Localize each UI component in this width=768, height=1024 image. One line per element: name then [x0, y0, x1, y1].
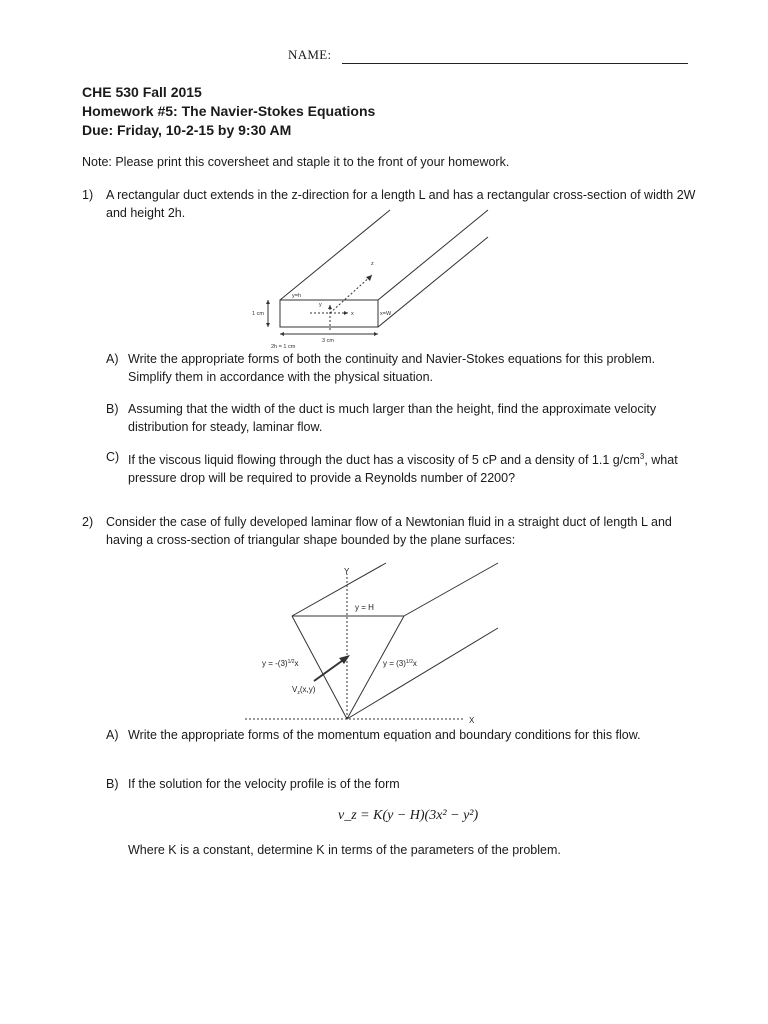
y-eq-h-label: y=h [292, 293, 302, 299]
width-label: 3 cm [322, 338, 334, 344]
duct-figure [250, 205, 500, 355]
z-axis [330, 275, 372, 313]
left-wall-label: $y = -(3)^{1/2}x$ [262, 659, 299, 668]
name-line [342, 63, 688, 64]
height-label: 1 cm [252, 311, 264, 317]
x-label: x [351, 311, 354, 317]
y-arrowhead [328, 305, 332, 309]
velocity-label: $V_z(x,y)$ [292, 685, 316, 696]
q1-part-c-sup: 3 [639, 452, 645, 461]
q2-part-a-text: Write the appropriate forms of the momentum equation and boundary conditions for this flow. [128, 728, 641, 742]
q2-part-b-label: B) [106, 777, 119, 791]
right-wall-label: $y = (3)^{1/2}x$ [383, 659, 417, 668]
height-arrow-top [266, 300, 270, 304]
q1-part-b-text: Assuming that the width of the duct is much larger than the height, find the approximate velocity distribution for steady, laminar flow. [128, 402, 657, 434]
duct-cross-section [280, 300, 378, 327]
z-label: z [371, 261, 374, 267]
q1-text: A rectangular duct extends in the z-direction for a length L and has a rectangular cross-section of width 2W and height 2h. [106, 188, 696, 220]
due-date: Due: Friday, 10-2-15 by 9:30 AM [82, 122, 292, 138]
triangle-duct-figure [240, 560, 505, 730]
name-label: NAME: [288, 47, 332, 62]
q2-closing-text: Where K is a constant, determine K in terms of the parameters of the problem. [128, 843, 561, 857]
q1-part-c-text-before: If the viscous liquid flowing through the duct has a viscosity of 5 cP and a density of 1.1 g/cm [128, 453, 640, 468]
q1-number: 1) [82, 188, 94, 202]
width-arrow-right [374, 332, 378, 336]
width-arrow-left [280, 332, 284, 336]
q2-part-a-label: A) [106, 728, 119, 742]
q1-part-b-label: B) [106, 402, 119, 416]
duct-edge-top-left [280, 210, 390, 300]
edge-bottom [347, 628, 498, 719]
q1-part-a-label: A) [106, 352, 119, 366]
q1-part-c-label: C) [106, 450, 120, 464]
duct-edge-top-right [378, 210, 488, 300]
q1-part-c-text [128, 448, 696, 487]
q2-text: Consider the case of fully developed laminar flow of a Newtonian fluid in a straight duct of length L and having a cross-section of triangular shape bounded by the plane surfaces: [106, 515, 672, 547]
edge-right [404, 563, 498, 616]
x-eq-w-label: x=W [380, 311, 392, 317]
y-axis-label: Y [344, 567, 350, 576]
velocity-arrow [314, 658, 346, 681]
q1-part-c-text-after: , what pressure drop will be required to provide a Reynolds number of 2200? [128, 453, 678, 486]
two-h-label: 2h = 1 cm [271, 344, 296, 350]
x-arrowhead [344, 311, 348, 315]
left-wall [292, 616, 347, 719]
q2-part-b-text: If the solution for the velocity profile is of the form [128, 777, 400, 791]
y-label: y [319, 302, 322, 308]
q1-part-a-text: Write the appropriate forms of both the continuity and Navier-Stokes equations for this problem. Simplify them in accordance with the physical situation. [128, 352, 656, 384]
note-text: Note: Please print this coversheet and staple it to the front of your homework. [82, 155, 510, 169]
course-title: CHE 530 Fall 2015 [82, 84, 202, 100]
duct-edge-bottom-right [378, 237, 488, 327]
y-eq-h-label: y = H [355, 603, 374, 612]
velocity-equation: v_z = K(y − H)(3x² − y²) [338, 808, 479, 823]
x-axis-label: X [469, 716, 475, 725]
height-arrow-bottom [266, 323, 270, 327]
homework-title: Homework #5: The Navier-Stokes Equations [82, 103, 376, 119]
q2-number: 2) [82, 515, 94, 529]
